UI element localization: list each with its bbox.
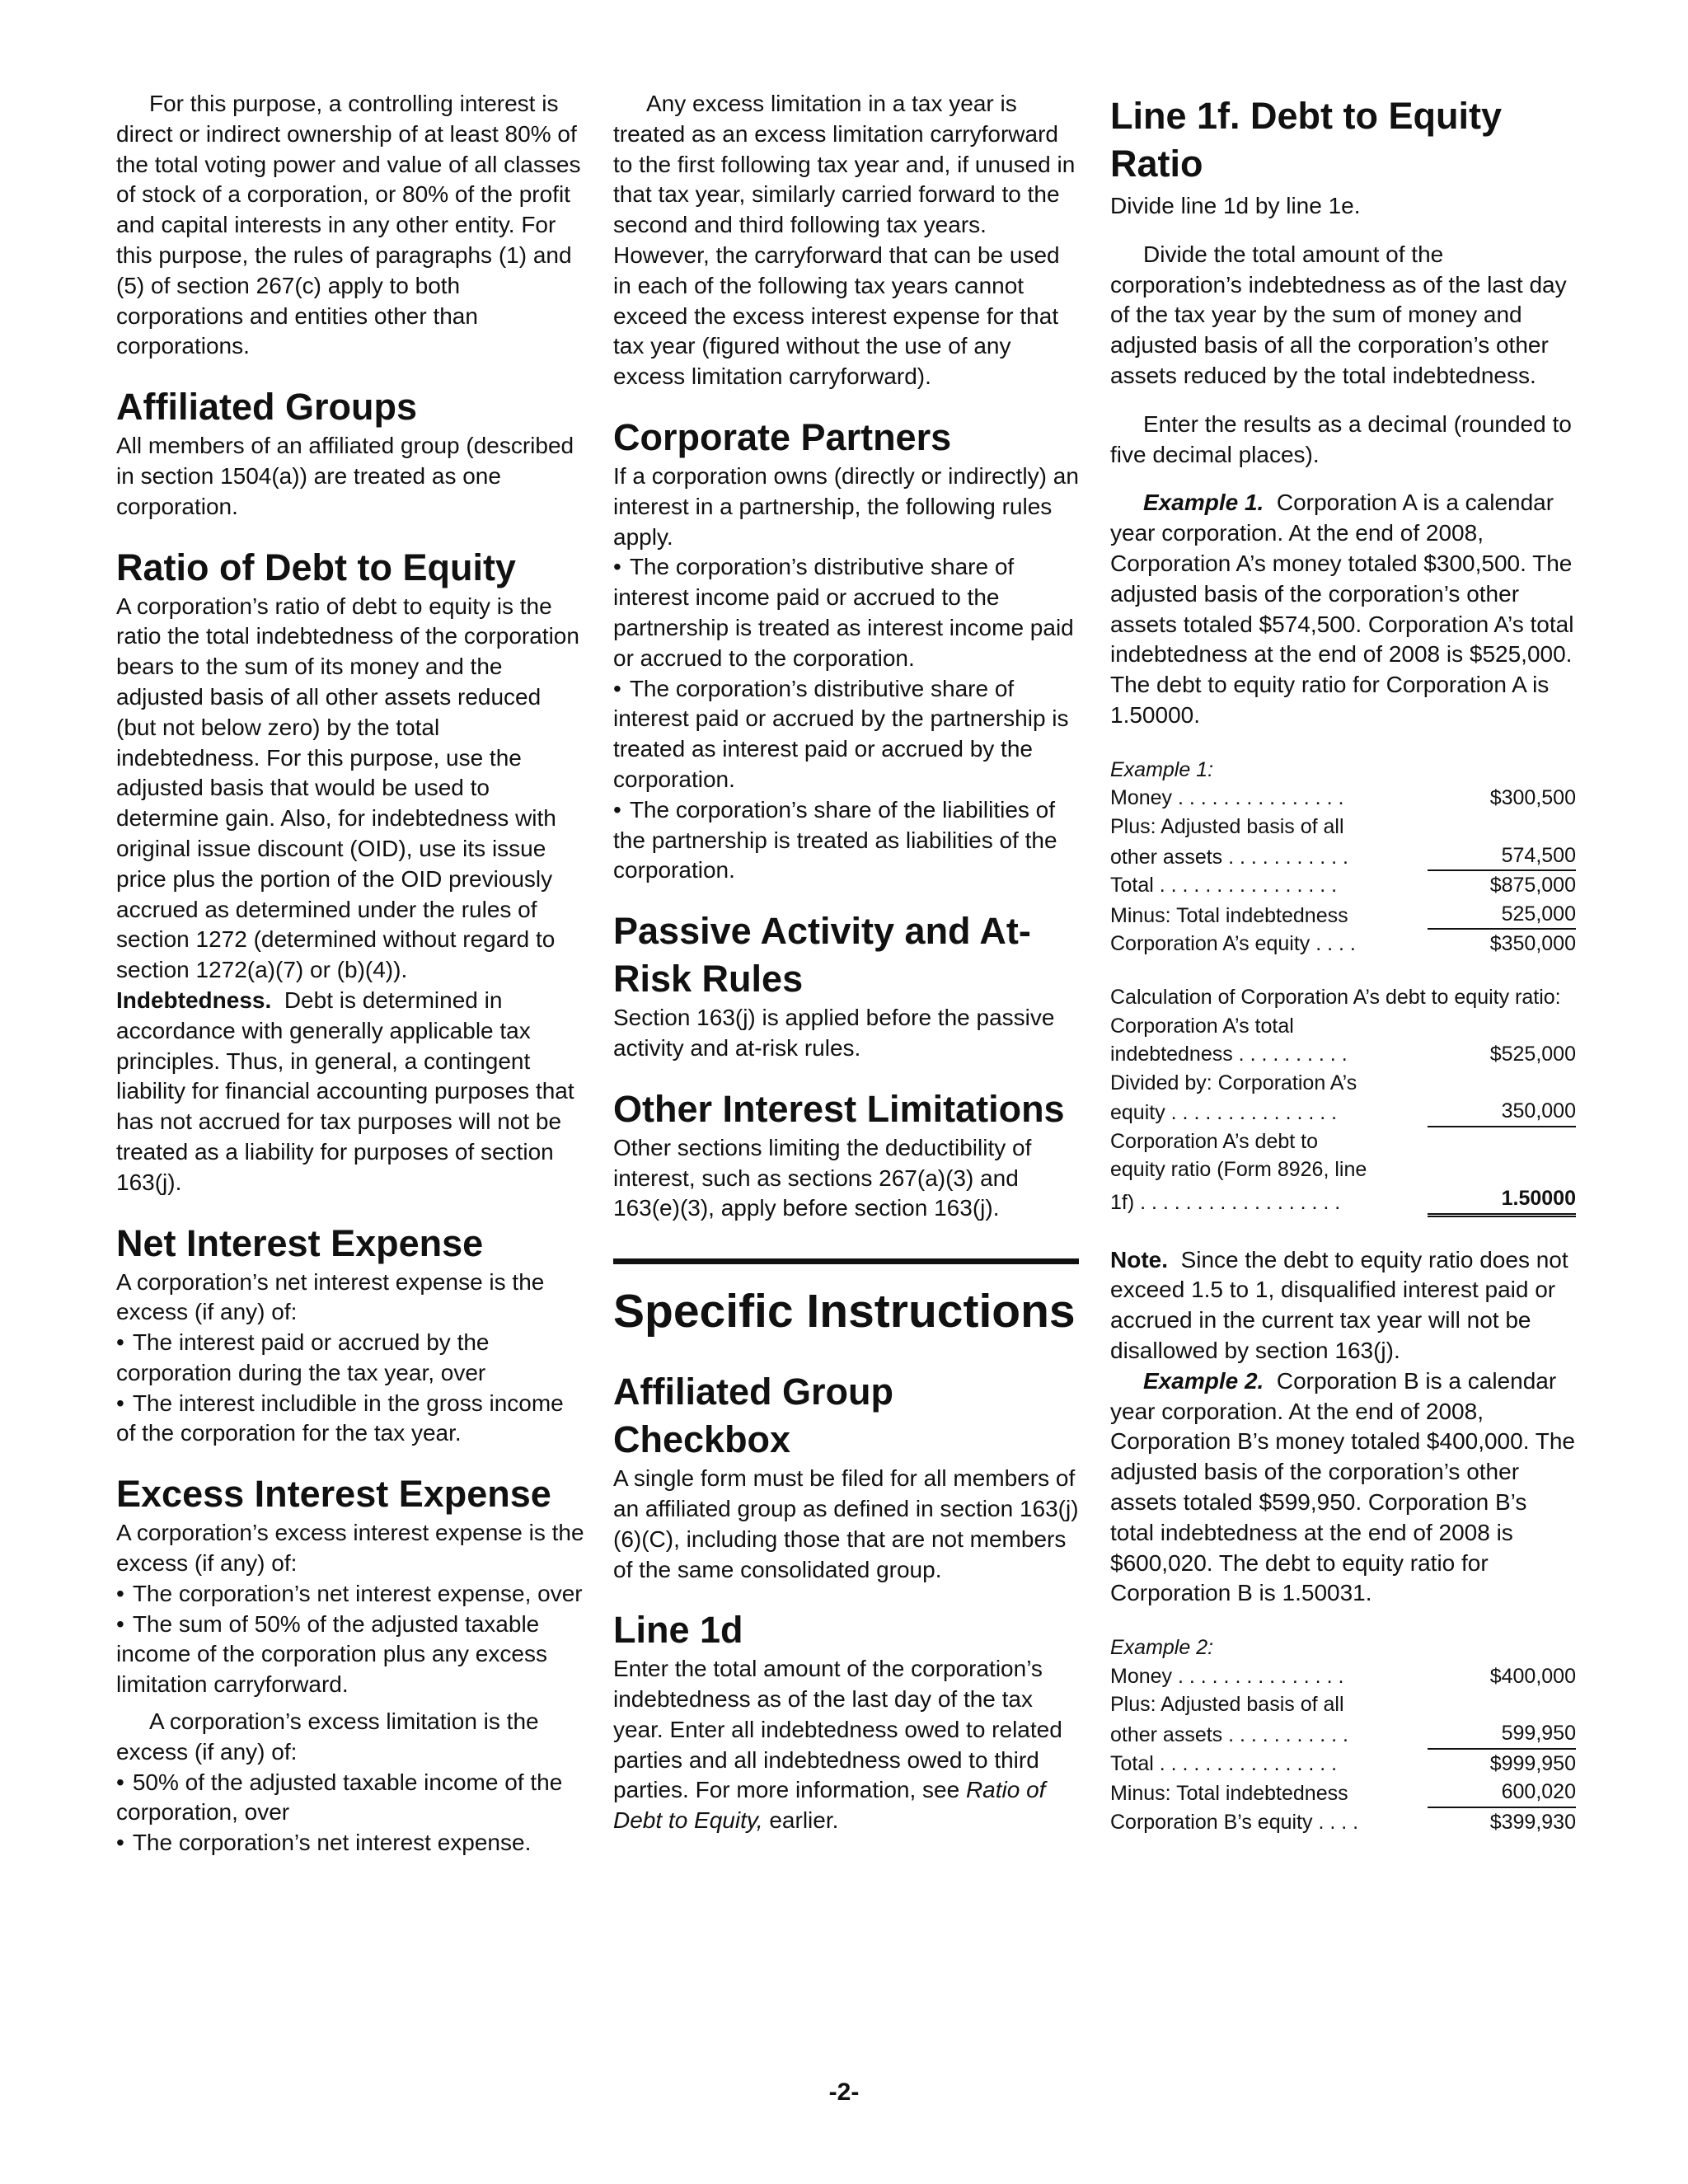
indebtedness-run-in-head: Indebtedness.	[116, 987, 272, 1013]
line-1f-heading: Line 1f. Debt to Equity Ratio	[1110, 95, 1503, 185]
table-row	[1110, 871, 1576, 900]
column-right	[1110, 89, 1576, 1836]
row-value: 574,500	[1428, 841, 1576, 872]
net-interest-bullet-1: • The interest paid or accrued by the corporation during the tax year, over	[116, 1328, 586, 1389]
row-label: other assets . . . . . . . . . . .	[1110, 1723, 1348, 1746]
example-2-table	[1110, 1633, 1576, 1836]
excess-limitation-bullet-2: • The corporation’s net interest expense.	[116, 1828, 586, 1858]
table-row	[1110, 1097, 1576, 1127]
note-text: Since the debt to equity ratio does not exceed 1.5 to 1, disqualified interest paid or accrued in the current tax year will not be disallowed by section 163(j).	[1110, 1246, 1568, 1364]
column-middle	[613, 89, 1079, 1836]
table-row	[1110, 1719, 1576, 1750]
line-1d-end: earlier.	[769, 1807, 839, 1834]
row-label: Minus: Total indebtedness	[1110, 903, 1348, 927]
row-value: $400,000	[1489, 1664, 1576, 1688]
table-row	[1110, 930, 1576, 958]
affiliated-groups-paragraph: All members of an affiliated group (described in section 1504(a)) are treated as one corporation.	[116, 433, 574, 519]
row-value: $300,500	[1489, 786, 1576, 810]
other-interest-limitations-heading: Other Interest Limitations	[613, 1087, 1065, 1130]
table-row	[1110, 1127, 1576, 1156]
corporate-partners-bullet-1: • The corporation’s distributive share of interest income paid or accrued to the partnership is treated as interest income paid or accrued to the corporation.	[613, 552, 1079, 673]
excess-interest-expense-paragraph: A corporation’s excess interest expense is the excess (if any) of:	[116, 1520, 584, 1577]
row-label: Plus: Adjusted basis of all	[1110, 1693, 1344, 1717]
row-label: Plus: Adjusted basis of all	[1110, 814, 1344, 838]
table-row	[1110, 1808, 1576, 1837]
example-2-text: Corporation B is a calendar year corporation. At the end of 2008, Corporation B’s money totaled $400,000. The adjusted basis of the corporation’s other assets totaled $599,950. Corporation B’s total indebtedness at the end of 2008 is $600,020. The debt to equity ratio for Corporation B is 1.50031.	[1110, 1367, 1576, 1606]
section-divider	[613, 1258, 1079, 1264]
row-label: Money . . . . . . . . . . . . . . .	[1110, 786, 1344, 810]
passive-activity-paragraph: Section 163(j) is applied before the passive activity and at-risk rules.	[613, 1005, 1055, 1061]
row-value: $350,000	[1489, 932, 1576, 956]
table-row	[1110, 813, 1576, 841]
excess-interest-bullet-1: • The corporation’s net interest expense, over	[116, 1579, 586, 1610]
controlling-interest-paragraph: For this purpose, a controlling interest is direct or indirect ownership of at least 80% of the total voting power and value of all classes of stock of a corporation, or 80% of the profit and capital interests in any other entity. For this purpose, the rules of paragraphs (1) and (5) of section 267(c) apply to both corporations and entities other than corporations.	[116, 91, 581, 359]
example-2-paragraph	[1110, 1366, 1576, 1609]
row-value: $999,950	[1489, 1751, 1576, 1775]
specific-instructions-heading: Specific Instructions	[613, 1285, 1076, 1338]
line-1d-text: Enter the total amount of the corporation’s indebtedness as of the last day of the tax year. Enter all indebtedness owed to related parties and all indebtedness owed to third parties. For more information, see	[613, 1656, 1062, 1803]
column-left	[116, 89, 586, 1858]
indebtedness-paragraph	[116, 986, 586, 1198]
example-1-text: Corporation A is a calendar year corporation. At the end of 2008, Corporation A’s money totaled $300,500. The adjusted basis of the corporation’s other assets totaled $574,500. Corporation A’s total indebtedness at the end of 2008 is $525,000. The debt to equity ratio for Corporation A is 1.50000.	[1110, 490, 1574, 728]
table-row	[1110, 1012, 1576, 1041]
row-value: 350,000	[1428, 1097, 1576, 1127]
divide-total-paragraph: Divide the total amount of the corporation’s indebtedness as of the last day of the tax year by the sum of money and adjusted basis of all the corporation’s other assets reduced by the total indebtedness.	[1110, 241, 1567, 388]
table-row	[1110, 841, 1576, 872]
net-interest-expense-heading: Net Interest Expense	[116, 1221, 484, 1264]
divide-line-paragraph: Divide line 1d by line 1e.	[1110, 193, 1361, 218]
excess-limitation-paragraph: A corporation’s excess limitation is the excess (if any) of:	[116, 1708, 539, 1765]
row-value: $525,000	[1489, 1043, 1576, 1066]
row-label: Total . . . . . . . . . . . . . . . .	[1110, 874, 1338, 898]
affiliated-group-checkbox-paragraph: A single form must be filed for all members of an affiliated group as defined in section 163(j)(6)(C), including those that are not members of the same consolidated group.	[613, 1465, 1079, 1582]
passive-activity-heading: Passive Activity and At-Risk Rules	[613, 910, 1031, 1001]
table-row	[1110, 900, 1576, 930]
table-row	[1110, 1750, 1576, 1779]
corporate-partners-bullet-3: • The corporation’s share of the liabilities of the partnership is treated as liabilities of the corporation.	[613, 795, 1079, 886]
row-value: $399,930	[1489, 1810, 1576, 1834]
calculation-caption: Calculation of Corporation A’s debt to equity ratio:	[1110, 985, 1561, 1009]
table-row	[1110, 1690, 1576, 1719]
table-row	[1110, 1040, 1576, 1069]
line-1d-paragraph	[613, 1654, 1079, 1836]
row-value: 600,020	[1428, 1778, 1576, 1808]
note-paragraph	[1110, 1245, 1576, 1366]
corporate-partners-heading: Corporate Partners	[613, 415, 952, 458]
example-1-table	[1110, 756, 1576, 958]
row-label: Corporation A’s total	[1110, 1014, 1294, 1038]
affiliated-groups-heading: Affiliated Groups	[116, 386, 418, 429]
row-label: Corporation A’s equity . . . .	[1110, 932, 1356, 956]
row-label: Divided by: Corporation A’s	[1110, 1071, 1357, 1094]
table-row	[1110, 1184, 1576, 1217]
excess-interest-bullet-2: • The sum of 50% of the adjusted taxable income of the corporation plus any excess limitation carryforward.	[116, 1610, 586, 1700]
row-label: Minus: Total indebtedness	[1110, 1782, 1348, 1806]
row-label: Corporation B’s equity . . . .	[1110, 1810, 1359, 1834]
table-row	[1110, 1069, 1576, 1098]
note-head: Note.	[1110, 1246, 1168, 1272]
net-interest-expense-paragraph: A corporation’s net interest expense is the excess (if any) of:	[116, 1268, 545, 1325]
excess-limitation-bullet-1: • 50% of the adjusted taxable income of the corporation, over	[116, 1768, 586, 1829]
table-row	[1110, 784, 1576, 813]
ratio-debt-equity-paragraph: A corporation’s ratio of debt to equity is the ratio the total indebtedness of the corporation bears to the sum of its money and the adjusted basis of all other assets reduced (but not below zero) by the total indebtedness. For this purpose, use the adjusted basis that would be used to determine gain. Also, for indebtedness with original issue discount (OID), use its issue price plus the portion of the OID previously accrued as determined under the rules of section 1272 (determined without regard to section 1272(a)(7) or (b)(4)).	[116, 593, 579, 983]
calculation-table	[1110, 983, 1576, 1217]
enter-decimal-paragraph: Enter the results as a decimal (rounded to five decimal places).	[1110, 410, 1572, 467]
net-interest-bullet-2: • The interest includible in the gross income of the corporation for the tax year.	[116, 1389, 586, 1450]
example-2-head: Example 2.	[1143, 1367, 1264, 1394]
row-value: $875,000	[1489, 874, 1576, 898]
row-label: Money . . . . . . . . . . . . . . .	[1110, 1664, 1344, 1688]
table-row	[1110, 1662, 1576, 1691]
excess-interest-expense-heading: Excess Interest Expense	[116, 1473, 551, 1516]
example-1-head: Example 1.	[1143, 490, 1264, 516]
table-row	[1110, 1778, 1576, 1808]
row-label: Total . . . . . . . . . . . . . . . .	[1110, 1751, 1338, 1775]
line-1d-heading: Line 1d	[613, 1609, 743, 1652]
example-1-table-caption: Example 1:	[1110, 757, 1214, 781]
row-label: other assets . . . . . . . . . . .	[1110, 845, 1348, 869]
other-interest-limitations-paragraph: Other sections limiting the deductibility of interest, such as sections 267(a)(3) and 163(e)(3), apply before section 163(j).	[613, 1134, 1032, 1221]
row-value: 599,950	[1428, 1719, 1576, 1750]
example-2-table-caption: Example 2:	[1110, 1636, 1214, 1660]
row-label: Corporation A’s debt to	[1110, 1129, 1319, 1153]
ratio-debt-equity-reference: Ratio of Debt to Equity,	[613, 1777, 1046, 1834]
indebtedness-text: Debt is determined in accordance with generally applicable tax principles. Thus, in general, a contingent liability for financial accounting purposes that has not accrued for tax purposes will not be treated as a liability for purposes of section 163(j).	[116, 987, 574, 1195]
corporate-partners-paragraph: If a corporation owns (directly or indirectly) an interest in a partnership, the following rules apply.	[613, 462, 1079, 550]
corporate-partners-bullet-2: • The corporation’s distributive share of interest paid or accrued by the partnership is treated as interest paid or accrued by the corporation.	[613, 674, 1079, 795]
example-1-paragraph	[1110, 488, 1576, 730]
table-row	[1110, 1155, 1576, 1184]
row-label: equity ratio (Form 8926, line	[1110, 1158, 1367, 1182]
row-label: indebtedness . . . . . . . . . .	[1110, 1043, 1348, 1066]
row-value: 525,000	[1428, 900, 1576, 930]
ratio-result: 1.50000	[1428, 1184, 1576, 1217]
ratio-debt-equity-heading: Ratio of Debt to Equity	[116, 546, 516, 588]
carryforward-paragraph: Any excess limitation in a tax year is treated as an excess limitation carryforward to the first following tax year and, if unused in that tax year, similarly carried forward to the second and third following tax years. However, the carryforward that can be used in each of the following tax years cannot exceed the excess interest expense for that tax year (figured without the use of any excess limitation carryforward).	[613, 91, 1076, 390]
row-label: equity . . . . . . . . . . . . . . .	[1110, 1101, 1338, 1125]
row-label: 1f) . . . . . . . . . . . . . . . . . .	[1110, 1191, 1341, 1215]
affiliated-group-checkbox-heading: Affiliated Group Checkbox	[613, 1371, 893, 1461]
page-number: -2-	[828, 2079, 860, 2106]
